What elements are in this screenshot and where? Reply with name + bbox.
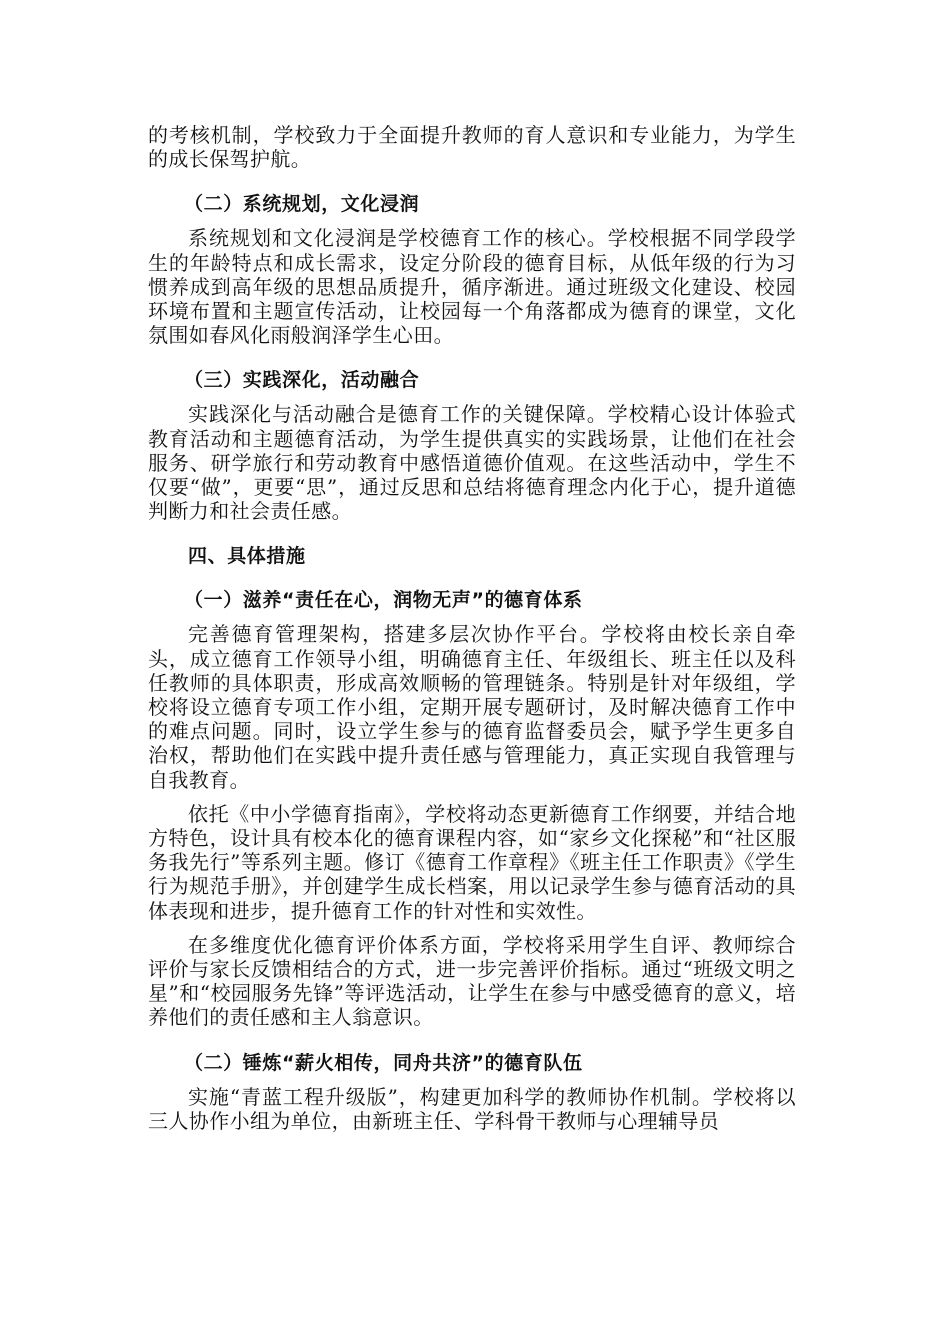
paragraph-practice: 实践深化与活动融合是德育工作的关键保障。学校精心设计体验式教育活动和主题德育活动，为学生提供真实的实践场景，让他们在社会服务、研学旅行和劳动教育中感悟道德价值观。在这些活动中，学生不仅要“做”，更要“思”，通过反思和总结将德育理念内化于心，提升道德判断力和社会责任感。 bbox=[148, 402, 796, 524]
section-heading-moral-system: （一）滋养“责任在心，润物无声”的德育体系 bbox=[184, 589, 583, 612]
chapter-heading-measures: 四、具体措施 bbox=[188, 545, 306, 568]
paragraph-evaluation: 在多维度优化德育评价体系方面，学校将采用学生自评、教师综合评价与家长反馈相结合的方式，进一步完善评价指标。通过“班级文明之星”和“校园服务先锋”等评选活动，让学生在参与中感受德育的意义，培养他们的责任感和主人翁意识。 bbox=[148, 932, 796, 1030]
section-heading-team: （二）锤炼“薪火相传，同舟共济”的德育队伍 bbox=[184, 1051, 583, 1074]
paragraph-team: 实施“青蓝工程升级版”，构建更加科学的教师协作机制。学校将以三人协作小组为单位，由新班主任、学科骨干教师与心理辅导员 bbox=[148, 1084, 796, 1133]
paragraph-system-planning: 系统规划和文化浸润是学校德育工作的核心。学校根据不同学段学生的年龄特点和成长需求，设定分阶段的德育目标，从低年级的行为习惯养成到高年级的思想品质提升，循序渐进。通过班级文化建设、校园环境布置和主题宣传活动，让校园每一个角落都成为德育的课堂，文化氛围如春风化雨般润泽学生心田。 bbox=[148, 226, 796, 348]
document-page bbox=[148, 123, 796, 1133]
section-heading-practice: （三）实践深化，活动融合 bbox=[184, 369, 420, 392]
section-heading-system-planning: （二）系统规划，文化浸润 bbox=[184, 193, 420, 216]
paragraph-guidelines: 依托《中小学德育指南》，学校将动态更新德育工作纲要，并结合地方特色，设计具有校本化的德育课程内容，如“家乡文化探秘”和“社区服务我先行”等系列主题。修订《德育工作章程》《班主任工作职责》《学生行为规范手册》，并创建学生成长档案，用以记录学生参与德育活动的具体表现和进步，提升德育工作的针对性和实效性。 bbox=[148, 801, 796, 923]
paragraph-management: 完善德育管理架构，搭建多层次协作平台。学校将由校长亲自牵头，成立德育工作领导小组，明确德育主任、年级组长、班主任以及科任教师的具体职责，形成高效顺畅的管理链条。特别是针对年级组，学校将设立德育专项工作小组，定期开展专题研讨，及时解决德育工作中的难点问题。同时，设立学生参与的德育监督委员会，赋予学生更多自治权，帮助他们在实践中提升责任感与管理能力，真正实现自我管理与自我教育。 bbox=[148, 622, 796, 792]
paragraph-continuation: 的考核机制，学校致力于全面提升教师的育人意识和专业能力，为学生的成长保驾护航。 bbox=[148, 123, 796, 172]
